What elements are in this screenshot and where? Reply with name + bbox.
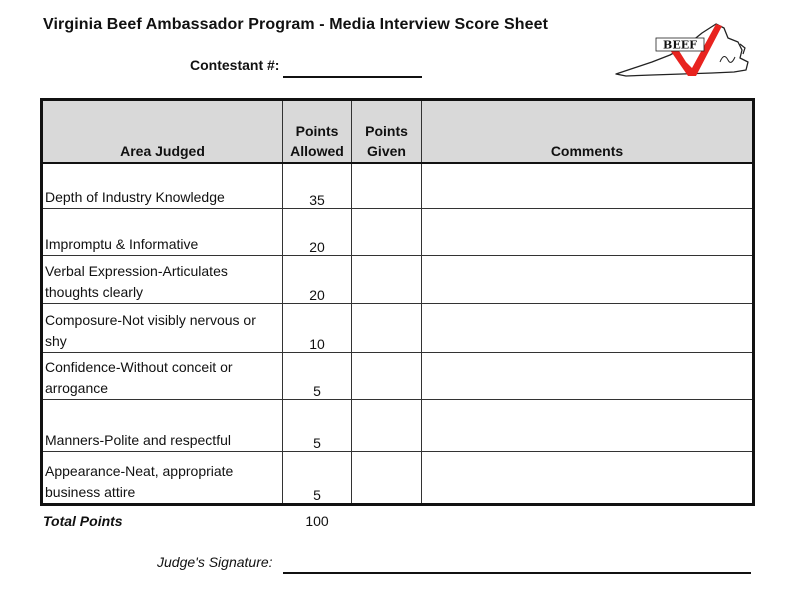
points-allowed-cell: 20 — [283, 256, 352, 304]
points-allowed-cell: 5 — [283, 452, 352, 505]
points-given-cell[interactable] — [352, 163, 422, 209]
comments-cell[interactable] — [422, 452, 754, 505]
area-judged-cell: Verbal Expression-Articulates thoughts clearly — [42, 256, 283, 304]
area-judged-cell: Impromptu & Informative — [42, 209, 283, 256]
points-given-cell[interactable] — [352, 353, 422, 400]
table-row — [42, 304, 754, 353]
points-given-cell[interactable] — [352, 209, 422, 256]
judge-signature-label: Judge's Signature: — [157, 554, 273, 570]
points-given-cell[interactable] — [352, 304, 422, 353]
comments-cell[interactable] — [422, 209, 754, 256]
area-judged-cell: Manners-Polite and respectful — [42, 400, 283, 452]
area-judged-cell: Composure-Not visibly nervous or shy — [42, 304, 283, 353]
comments-cell[interactable] — [422, 163, 754, 209]
total-points-value: 100 — [305, 513, 329, 529]
header-points-allowed: Points Allowed — [283, 100, 352, 164]
table-row — [42, 353, 754, 400]
points-given-cell[interactable] — [352, 256, 422, 304]
area-judged-cell: Confidence-Without conceit or arrogance — [42, 353, 283, 400]
header-comments: Comments — [422, 100, 754, 164]
comments-cell[interactable] — [422, 353, 754, 400]
contestant-label: Contestant #: — [190, 57, 280, 73]
points-allowed-cell: 10 — [283, 304, 352, 353]
header-area-judged: Area Judged — [42, 100, 283, 164]
table-row — [42, 452, 754, 505]
logo-text: BEEF — [663, 38, 697, 52]
points-allowed-cell: 5 — [283, 400, 352, 452]
points-given-cell[interactable] — [352, 400, 422, 452]
score-table — [40, 98, 755, 506]
contestant-number-field[interactable] — [283, 76, 422, 78]
area-judged-cell: Depth of Industry Knowledge — [42, 163, 283, 209]
comments-cell[interactable] — [422, 400, 754, 452]
table-header-row — [42, 100, 754, 164]
points-allowed-cell: 5 — [283, 353, 352, 400]
table-row — [42, 209, 754, 256]
area-judged-cell: Appearance-Neat, appropriate business attire — [42, 452, 283, 505]
page-title: Virginia Beef Ambassador Program - Media Interview Score Sheet — [43, 16, 549, 33]
table-row — [42, 400, 754, 452]
table-row — [42, 256, 754, 304]
points-given-cell[interactable] — [352, 452, 422, 505]
judge-signature-field[interactable] — [283, 572, 751, 574]
virginia-state-outline-icon — [612, 18, 752, 82]
points-allowed-cell: 35 — [283, 163, 352, 209]
points-allowed-cell: 20 — [283, 209, 352, 256]
header-points-given: Points Given — [352, 100, 422, 164]
table-row — [42, 163, 754, 209]
comments-cell[interactable] — [422, 256, 754, 304]
total-points-label: Total Points — [43, 513, 123, 529]
virginia-beef-logo — [612, 18, 752, 82]
comments-cell[interactable] — [422, 304, 754, 353]
